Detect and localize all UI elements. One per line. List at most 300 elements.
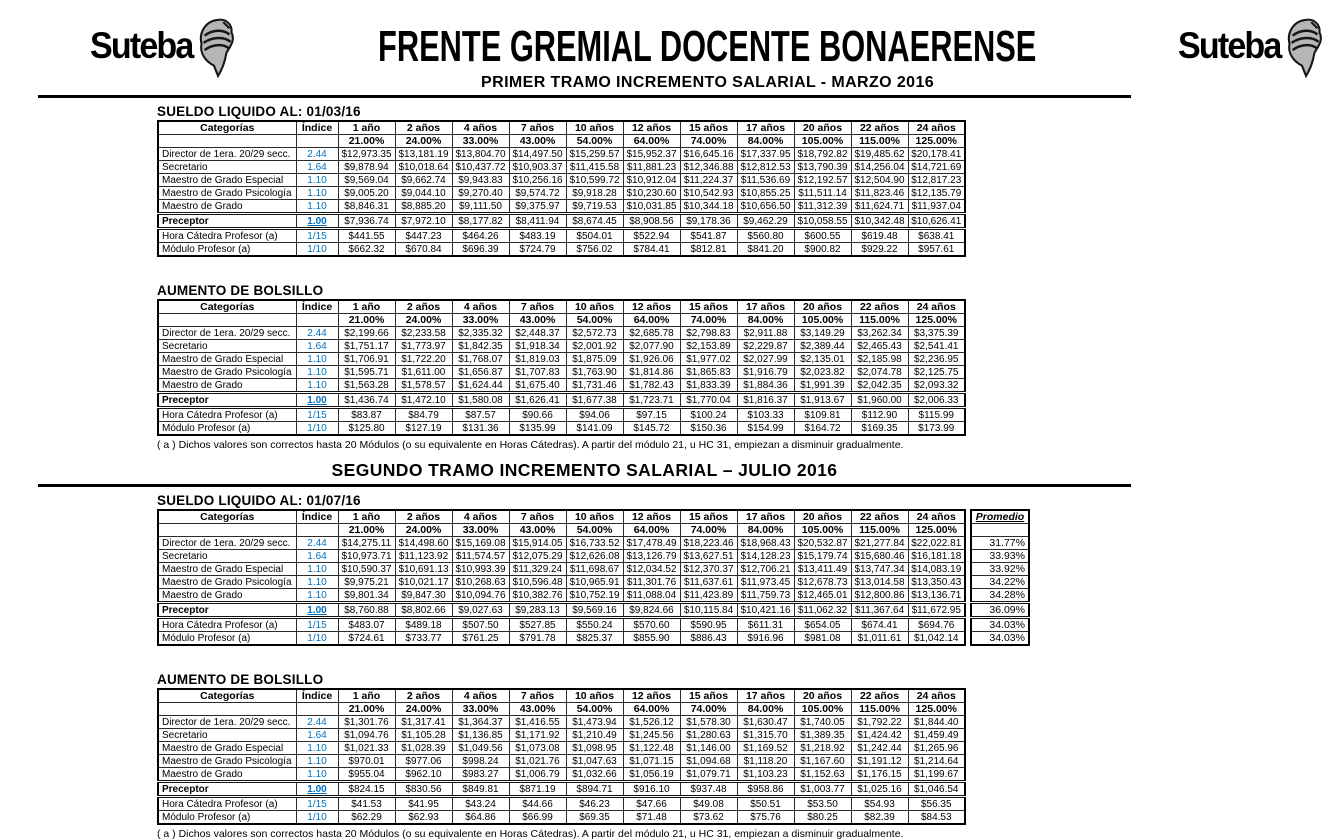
col-header-indice: Índice [296,121,338,135]
value-cell: $522.94 [623,229,680,243]
index-cell: 1.10 [296,379,338,393]
value-cell: $16,181.18 [908,550,965,563]
col-header-year: 20 años [794,300,851,314]
index-cell: 1.10 [296,755,338,768]
table-row [158,148,965,161]
value-cell: $756.02 [566,243,623,257]
category-cell: Maestro de Grado [158,768,296,782]
value-cell: $2,001.92 [566,340,623,353]
category-cell: Hora Cátedra Profesor (a) [158,408,296,422]
value-cell: $674.41 [851,618,908,632]
value-cell: $12,678.73 [794,576,851,589]
col-header-percent: 84.00% [737,703,794,716]
col-header-percent: 21.00% [338,135,395,148]
col-header-year: 24 años [908,121,965,135]
value-cell: $694.76 [908,618,965,632]
value-cell: $1,991.39 [794,379,851,393]
index-cell: 1.00 [296,603,338,618]
value-cell: $8,177.82 [452,214,509,229]
section-julio [157,493,1169,840]
value-cell: $9,283.13 [509,603,566,618]
table-row [158,214,965,229]
value-cell: $1,416.55 [509,716,566,729]
value-cell: $10,965.91 [566,576,623,589]
value-cell: $71.48 [623,811,680,825]
value-cell: $15,169.08 [452,537,509,550]
value-cell: $1,006.79 [509,768,566,782]
value-cell: $16,733.52 [566,537,623,550]
index-cell: 1/15 [296,618,338,632]
value-cell: $12,075.29 [509,550,566,563]
value-cell: $1,913.67 [794,393,851,408]
index-cell: 1/10 [296,632,338,646]
header-row-years [158,510,965,524]
value-cell: $824.15 [338,782,395,797]
value-cell: $2,042.35 [851,379,908,393]
value-cell: $135.99 [509,422,566,436]
col-header-percent: 43.00% [509,135,566,148]
value-cell: $11,672.95 [908,603,965,618]
promedio-cell: 34.28% [971,589,1029,603]
col-header-percent: 64.00% [623,135,680,148]
table-row [158,797,965,811]
col-header-year: 10 años [566,300,623,314]
value-cell: $7,936.74 [338,214,395,229]
value-cell: $10,437.72 [452,161,509,174]
value-cell: $1,833.39 [680,379,737,393]
index-cell: 1.00 [296,393,338,408]
value-cell: $2,199.66 [338,327,395,340]
index-cell: 2.44 [296,148,338,161]
table-row [158,729,965,742]
value-cell: $11,759.73 [737,589,794,603]
suteba-hand-map-icon [195,18,237,78]
value-cell: $75.76 [737,811,794,825]
value-cell: $10,031.85 [623,200,680,214]
col-header-indice: Índice [296,300,338,314]
value-cell: $11,423.89 [680,589,737,603]
value-cell: $18,792.82 [794,148,851,161]
value-cell: $1,280.63 [680,729,737,742]
col-header-percent: 105.00% [794,135,851,148]
col-header-percent: 33.00% [452,314,509,327]
value-cell: $8,760.88 [338,603,395,618]
table-aumento-bolsillo-julio [157,688,966,825]
table-row [158,353,965,366]
value-cell: $10,596.48 [509,576,566,589]
value-cell: $1,626.41 [509,393,566,408]
value-cell: $1,782.43 [623,379,680,393]
value-cell: $955.04 [338,768,395,782]
value-cell: $80.25 [794,811,851,825]
value-cell: $11,937.04 [908,200,965,214]
suteba-logo-right [1178,14,1325,78]
col-header-year: 17 años [737,510,794,524]
value-cell: $1,056.19 [623,768,680,782]
value-cell: $2,541.41 [908,340,965,353]
table-head [158,689,965,716]
value-cell: $1,768.07 [452,353,509,366]
header-row-percents [158,524,965,537]
value-cell: $15,914.05 [509,537,566,550]
index-cell: 1/15 [296,229,338,243]
col-header-percent: 84.00% [737,524,794,537]
col-header-percent: 64.00% [623,524,680,537]
value-cell: $900.82 [794,243,851,257]
value-cell: $570.60 [623,618,680,632]
value-cell: $87.57 [452,408,509,422]
value-cell: $15,259.57 [566,148,623,161]
value-cell: $1,032.66 [566,768,623,782]
promedio-cell: 31.77% [971,537,1029,550]
category-cell: Maestro de Grado [158,589,296,603]
col-header-percent: 21.00% [338,524,395,537]
value-cell: $44.66 [509,797,566,811]
value-cell: $1,218.92 [794,742,851,755]
value-cell: $9,178.36 [680,214,737,229]
value-cell: $871.19 [509,782,566,797]
value-cell: $10,656.50 [737,200,794,214]
table-row [158,576,965,589]
value-cell: $9,943.83 [452,174,509,187]
value-cell: $2,006.33 [908,393,965,408]
col-header-year: 17 años [737,121,794,135]
value-cell: $1,960.00 [851,393,908,408]
value-cell: $46.23 [566,797,623,811]
value-cell: $2,135.01 [794,353,851,366]
value-cell: $62.29 [338,811,395,825]
value-cell: $12,812.53 [737,161,794,174]
page-title: FRENTE GREMIAL DOCENTE BONAERENSE [378,22,1037,71]
col-header-percent: 21.00% [338,314,395,327]
col-header-year: 20 años [794,689,851,703]
value-cell: $2,798.83 [680,327,737,340]
table-label-aumento-julio: AUMENTO DE BOLSILLO [157,672,324,687]
table-row [971,550,1029,563]
category-cell: Maestro de Grado Psicología [158,187,296,200]
value-cell: $1,098.95 [566,742,623,755]
value-cell: $9,111.50 [452,200,509,214]
col-header-percent: 125.00% [908,703,965,716]
value-cell: $670.84 [395,243,452,257]
value-cell: $1,918.34 [509,340,566,353]
value-cell: $1,071.15 [623,755,680,768]
value-cell: $14,497.50 [509,148,566,161]
value-cell: $9,878.94 [338,161,395,174]
value-cell: $1,740.05 [794,716,851,729]
value-cell: $1,916.79 [737,366,794,379]
value-cell: $1,723.71 [623,393,680,408]
value-cell: $13,790.39 [794,161,851,174]
category-cell: Secretario [158,340,296,353]
suteba-logo-text: Suteba [90,25,193,66]
category-cell: Secretario [158,161,296,174]
table-row [158,174,965,187]
col-header-year: 7 años [509,121,566,135]
value-cell: $541.87 [680,229,737,243]
value-cell: $11,312.39 [794,200,851,214]
col-header-percent: 21.00% [338,703,395,716]
value-cell: $2,685.78 [623,327,680,340]
table-row [158,327,965,340]
value-cell: $1,389.35 [794,729,851,742]
value-cell: $1,167.60 [794,755,851,768]
value-cell: $11,881.23 [623,161,680,174]
value-cell: $590.95 [680,618,737,632]
value-cell: $9,569.16 [566,603,623,618]
value-cell: $1,436.74 [338,393,395,408]
value-cell: $11,062.32 [794,603,851,618]
table-row [158,782,965,797]
value-cell: $504.01 [566,229,623,243]
value-cell: $1,624.44 [452,379,509,393]
col-header-year: 22 años [851,121,908,135]
value-cell: $812.81 [680,243,737,257]
empty-header-cell [296,524,338,537]
value-cell: $977.06 [395,755,452,768]
value-cell: $21,277.84 [851,537,908,550]
value-cell: $18,968.43 [737,537,794,550]
col-header-percent: 33.00% [452,703,509,716]
value-cell: $483.19 [509,229,566,243]
value-cell: $560.80 [737,229,794,243]
value-cell: $54.93 [851,797,908,811]
value-cell: $8,674.45 [566,214,623,229]
value-cell: $937.48 [680,782,737,797]
col-header-categorias: Categorías [158,121,296,135]
category-cell: Hora Cátedra Profesor (a) [158,618,296,632]
col-header-year: 12 años [623,300,680,314]
promedio-cell: 36.09% [971,603,1029,618]
empty-header-cell [296,314,338,327]
value-cell: $958.86 [737,782,794,797]
header-row-percents [158,135,965,148]
value-cell: $1,003.77 [794,782,851,797]
col-header-percent: 24.00% [395,135,452,148]
value-cell: $154.99 [737,422,794,436]
value-cell: $15,179.74 [794,550,851,563]
index-cell: 1/10 [296,243,338,257]
value-cell: $1,242.44 [851,742,908,755]
col-header-year: 4 años [452,510,509,524]
table-row [158,618,965,632]
value-cell: $11,301.76 [623,576,680,589]
col-header-year: 4 años [452,300,509,314]
value-cell: $696.39 [452,243,509,257]
section-marzo [157,104,1169,451]
value-cell: $1,021.76 [509,755,566,768]
value-cell: $724.79 [509,243,566,257]
value-cell: $14,498.60 [395,537,452,550]
value-cell: $1,816.37 [737,393,794,408]
value-cell: $15,952.37 [623,148,680,161]
col-header-percent: 125.00% [908,135,965,148]
category-cell: Director de 1era. 20/29 secc. [158,327,296,340]
value-cell: $13,126.79 [623,550,680,563]
value-cell: $1,722.20 [395,353,452,366]
value-cell: $11,088.04 [623,589,680,603]
value-cell: $1,210.49 [566,729,623,742]
value-cell: $2,233.58 [395,327,452,340]
col-header-categorias: Categorías [158,300,296,314]
table-label-aumento-marzo: AUMENTO DE BOLSILLO [157,283,324,298]
value-cell: $17,337.95 [737,148,794,161]
value-cell: $1,526.12 [623,716,680,729]
value-cell: $15,680.46 [851,550,908,563]
value-cell: $2,448.37 [509,327,566,340]
value-cell: $10,344.18 [680,200,737,214]
col-header-year: 2 años [395,121,452,135]
value-cell: $1,122.48 [623,742,680,755]
value-cell: $1,011.61 [851,632,908,646]
empty-row [971,524,1029,537]
col-header-percent: 43.00% [509,703,566,716]
value-cell: $9,005.20 [338,187,395,200]
value-cell: $1,169.52 [737,742,794,755]
value-cell: $3,262.34 [851,327,908,340]
value-cell: $1,049.56 [452,742,509,755]
header-titles [237,14,1177,92]
value-cell: $10,230.60 [623,187,680,200]
value-cell: $1,707.83 [509,366,566,379]
value-cell: $12,346.88 [680,161,737,174]
category-cell: Maestro de Grado [158,200,296,214]
value-cell: $127.19 [395,422,452,436]
empty-header-cell [296,135,338,148]
value-cell: $527.85 [509,618,566,632]
value-cell: $13,350.43 [908,576,965,589]
value-cell: $2,077.90 [623,340,680,353]
table-head [158,510,965,537]
col-header-percent: 24.00% [395,524,452,537]
value-cell: $916.96 [737,632,794,646]
value-cell: $11,367.64 [851,603,908,618]
col-header-percent: 64.00% [623,703,680,716]
col-header-categorias: Categorías [158,689,296,703]
value-cell: $1,792.22 [851,716,908,729]
value-cell: $2,023.82 [794,366,851,379]
horizontal-rule-top [38,95,1131,98]
col-header-percent: 24.00% [395,703,452,716]
index-cell: 1.10 [296,353,338,366]
category-cell: Maestro de Grado Especial [158,353,296,366]
table-row [158,811,965,825]
value-cell: $11,637.61 [680,576,737,589]
table-row [158,550,965,563]
value-cell: $2,229.87 [737,340,794,353]
value-cell: $19,485.62 [851,148,908,161]
value-cell: $8,908.56 [623,214,680,229]
value-cell: $1,152.63 [794,768,851,782]
value-cell: $56.35 [908,797,965,811]
value-cell: $10,268.63 [452,576,509,589]
value-cell: $14,275.11 [338,537,395,550]
table-row [971,618,1029,632]
col-header-year: 17 años [737,689,794,703]
col-header-percent: 115.00% [851,524,908,537]
value-cell: $3,375.39 [908,327,965,340]
table-row [158,243,965,257]
value-cell: $733.77 [395,632,452,646]
value-cell: $1,191.12 [851,755,908,768]
col-header-year: 4 años [452,121,509,135]
index-cell: 2.44 [296,716,338,729]
value-cell: $12,504.90 [851,174,908,187]
value-cell: $11,224.37 [680,174,737,187]
value-cell: $3,149.29 [794,327,851,340]
col-header-year: 12 años [623,510,680,524]
value-cell: $1,563.28 [338,379,395,393]
value-cell: $12,973.35 [338,148,395,161]
value-cell: $662.32 [338,243,395,257]
col-header-percent: 105.00% [794,314,851,327]
value-cell: $8,846.31 [338,200,395,214]
value-cell: $12,370.37 [680,563,737,576]
value-cell: $1,103.23 [737,768,794,782]
value-cell: $1,118.20 [737,755,794,768]
value-cell: $7,972.10 [395,214,452,229]
col-header-year: 10 años [566,510,623,524]
value-cell: $10,542.93 [680,187,737,200]
value-cell: $2,074.78 [851,366,908,379]
table-row [158,632,965,646]
table-promedio-julio [966,509,1030,646]
value-cell: $894.71 [566,782,623,797]
value-cell: $886.43 [680,632,737,646]
value-cell: $131.36 [452,422,509,436]
category-cell: Hora Cátedra Profesor (a) [158,797,296,811]
value-cell: $10,855.25 [737,187,794,200]
category-cell: Preceptor [158,214,296,229]
value-cell: $97.15 [623,408,680,422]
value-cell: $784.41 [623,243,680,257]
value-cell: $1,025.16 [851,782,908,797]
value-cell: $9,569.04 [338,174,395,187]
value-cell: $47.66 [623,797,680,811]
value-cell: $10,912.04 [623,174,680,187]
col-header-year: 15 años [680,300,737,314]
salary-table [157,120,966,257]
value-cell: $724.61 [338,632,395,646]
value-cell: $9,375.97 [509,200,566,214]
value-cell: $9,975.21 [338,576,395,589]
category-cell: Preceptor [158,603,296,618]
value-cell: $791.78 [509,632,566,646]
value-cell: $483.07 [338,618,395,632]
table-row [158,768,965,782]
value-cell: $2,027.99 [737,353,794,366]
index-cell: 1/15 [296,408,338,422]
value-cell: $1,105.28 [395,729,452,742]
table-row [971,563,1029,576]
col-header-percent: 43.00% [509,524,566,537]
col-header-percent: 74.00% [680,135,737,148]
value-cell: $11,823.46 [851,187,908,200]
table-row [158,393,965,408]
table-sueldo-liquido-marzo [157,120,966,257]
value-cell: $1,171.92 [509,729,566,742]
table-row [971,537,1029,550]
value-cell: $12,800.86 [851,589,908,603]
value-cell: $10,691.13 [395,563,452,576]
col-header-percent: 74.00% [680,703,737,716]
value-cell: $1,656.87 [452,366,509,379]
value-cell: $11,123.92 [395,550,452,563]
value-cell: $2,125.75 [908,366,965,379]
category-cell: Módulo Profesor (a) [158,632,296,646]
value-cell: $1,094.76 [338,729,395,742]
table-row [971,589,1029,603]
